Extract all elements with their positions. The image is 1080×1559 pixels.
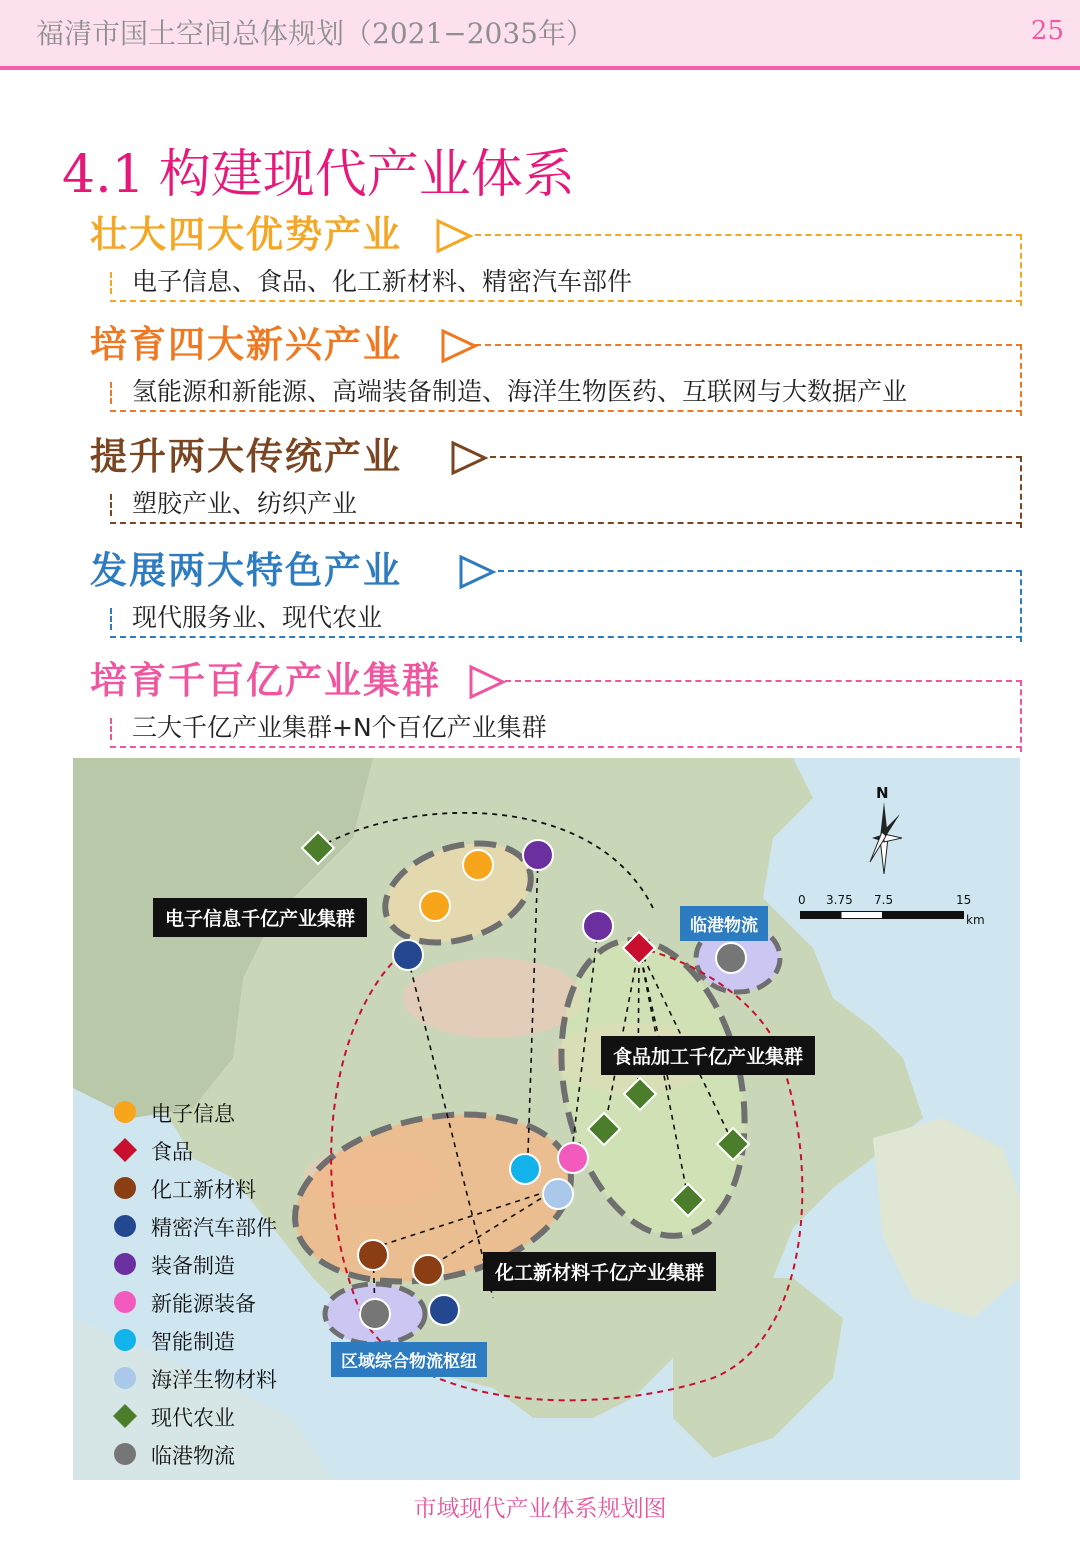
- cluster-label-food: 食品加工千亿产业集群: [601, 1036, 815, 1075]
- triangle-arrow-icon: [468, 664, 508, 700]
- circle-icon: [113, 1290, 137, 1314]
- document-title: 福清市国土空间总体规划（2021−2035年）: [36, 17, 594, 50]
- legend-item: 装备制造: [109, 1248, 329, 1280]
- triangle-arrow-icon: [435, 218, 475, 254]
- block-title: 壮大四大优势产业: [90, 213, 402, 256]
- block-title: 提升两大传统产业: [90, 435, 402, 478]
- scale-bar: 0 3.75 7.5 15 km: [798, 893, 985, 927]
- triangle-arrow-icon: [450, 440, 490, 476]
- figure-caption: 市域现代产业体系规划图: [413, 1496, 667, 1522]
- legend-item: 新能源装备: [109, 1286, 329, 1318]
- section-title: 构建现代产业体系: [158, 145, 575, 205]
- industry-block-cluster: [90, 658, 1022, 750]
- legend-item: 电子信息: [109, 1096, 329, 1128]
- block-title: 培育四大新兴产业: [90, 323, 402, 366]
- legend-item: 精密汽车部件: [109, 1210, 329, 1242]
- diamond-icon: [113, 1138, 137, 1162]
- circle-icon: [113, 1214, 137, 1238]
- legend-item: 现代农业: [109, 1400, 329, 1432]
- block-description: 氢能源和新能源、高端装备制造、海洋生物医药、互联网与大数据产业: [132, 377, 908, 406]
- circle-icon: [113, 1176, 137, 1200]
- hub-label-regional-hub: 区域综合物流枢纽: [331, 1342, 487, 1377]
- block-description: 塑胶产业、纺织产业: [132, 489, 358, 518]
- circle-icon: [113, 1100, 137, 1124]
- legend-item: 智能制造: [109, 1324, 329, 1356]
- circle-icon: [113, 1252, 137, 1276]
- block-description: 现代服务业、现代农业: [132, 603, 383, 632]
- page-header: [0, 0, 1080, 66]
- industry-block-emerging: [90, 322, 1022, 414]
- cluster-label-electronics: 电子信息千亿产业集群: [153, 898, 367, 937]
- header-divider: [0, 66, 1080, 70]
- block-title: 发展两大特色产业: [90, 549, 402, 592]
- legend-item: 临港物流: [109, 1438, 329, 1470]
- diamond-icon: [113, 1404, 137, 1428]
- triangle-arrow-icon: [458, 554, 498, 590]
- circle-icon: [113, 1442, 137, 1466]
- industry-block-advantage: [90, 212, 1022, 304]
- industry-block-traditional: [90, 434, 1022, 526]
- legend-item: 食品: [109, 1134, 329, 1166]
- block-title: 培育千百亿产业集群: [90, 659, 441, 702]
- cluster-label-chemical: 化工新材料千亿产业集群: [483, 1252, 716, 1291]
- block-description: 三大千亿产业集群+N个百亿产业集群: [132, 713, 547, 742]
- block-description: 电子信息、食品、化工新材料、精密汽车部件: [132, 267, 633, 296]
- legend-item: 海洋生物材料: [109, 1362, 329, 1394]
- industry-plan-map: 电子信息千亿产业集群 食品加工千亿产业集群 化工新材料千亿产业集群 临港物流 区域综合物流枢纽 N 0 3.75 7.5 15 km 电子信息 食品 化工新材料 精密汽车部件 装备制造 新能源装备 智能制造 海洋生物材料 现代农业 临港物流: [73, 758, 1020, 1480]
- section-heading: [62, 132, 575, 207]
- page-number: 25: [1030, 16, 1064, 46]
- circle-icon: [113, 1366, 137, 1390]
- triangle-arrow-icon: [440, 328, 480, 364]
- industry-block-featured: [90, 548, 1022, 640]
- hub-label-port-logistics: 临港物流: [680, 906, 768, 941]
- circle-icon: [113, 1328, 137, 1352]
- legend-item: 化工新材料: [109, 1172, 329, 1204]
- section-number: 4.1: [62, 145, 145, 205]
